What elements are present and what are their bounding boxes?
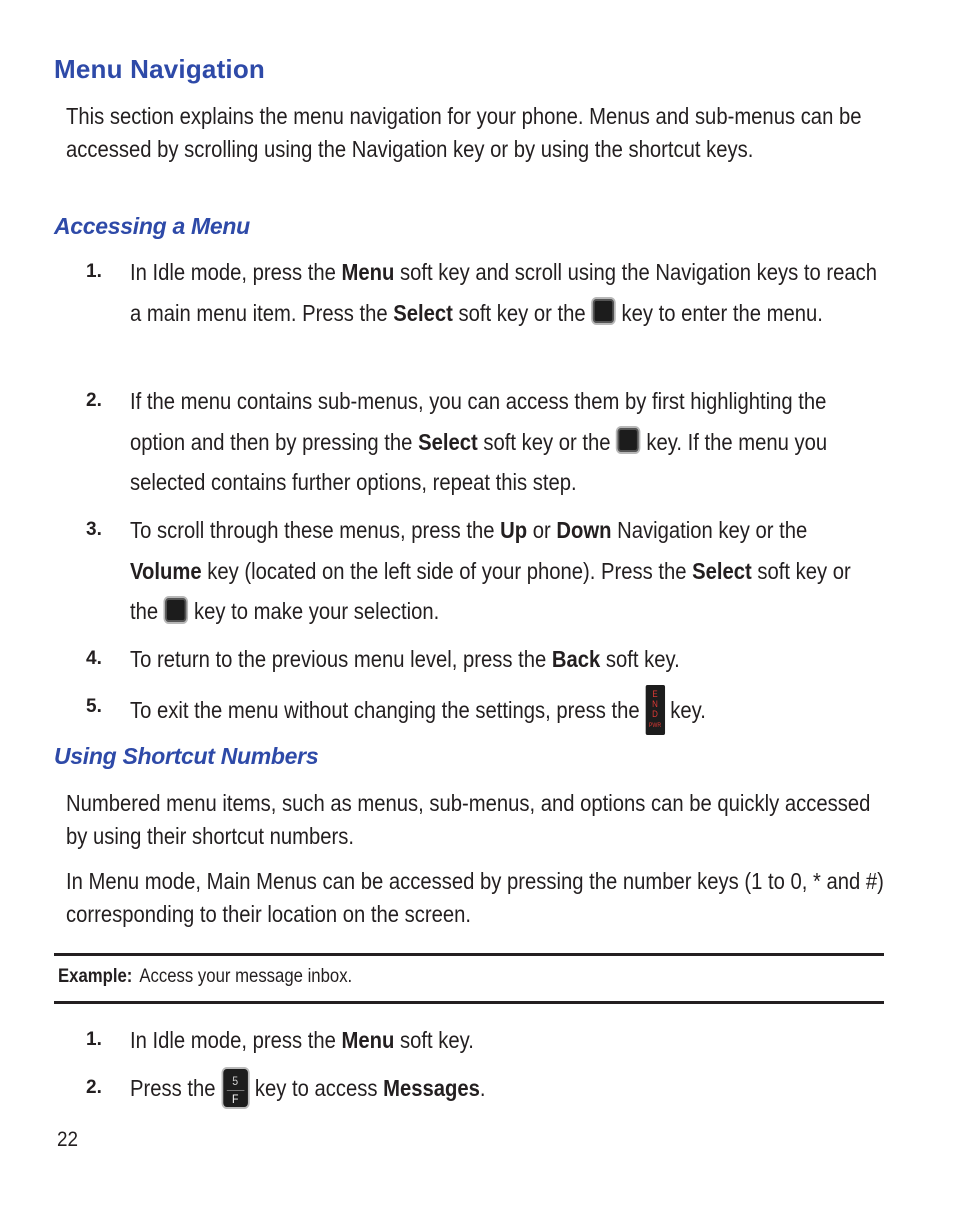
page-number: 22	[57, 1128, 79, 1151]
step-number: 1.	[86, 1029, 102, 1050]
example-bottom-rule	[54, 1001, 884, 1004]
step-text: To scroll through these menus, press the Up or Down Navigation key or the Volume key (located on the left side of your phone). Press the Select soft key or the key to make your selection.	[130, 517, 851, 624]
list-item	[0, 252, 954, 381]
example-label: Example:	[58, 966, 133, 987]
step-text: To exit the menu without changing the settings, press the END PWR key.	[130, 687, 878, 737]
step-number: 5.	[86, 696, 102, 717]
list-item	[0, 381, 954, 510]
list-item	[0, 1020, 954, 1068]
step-text: In Idle mode, press the Menu soft key.	[130, 1027, 474, 1053]
example-top-rule	[54, 953, 884, 956]
step-number: 4.	[86, 648, 102, 669]
example-steps-list	[0, 1020, 954, 1116]
accessing-steps-list	[0, 252, 954, 735]
list-item	[0, 687, 954, 735]
page-title: Menu Navigation	[54, 54, 266, 84]
list-item	[0, 639, 954, 687]
ok-key-icon	[164, 596, 189, 624]
step-number: 2.	[86, 1077, 102, 1098]
shortcut-paragraph-2: In Menu mode, Main Menus can be accessed by pressing the number keys (1 to 0, * and #) corresponding to their location on the screen.	[66, 868, 884, 927]
step-text: If the menu contains sub-menus, you can access them by first highlighting the option and then by pressing the Select soft key or the key. If the menu you selected contains further options, repeat this step.	[130, 388, 828, 495]
list-item	[0, 1068, 954, 1116]
step-number: 3.	[86, 519, 102, 540]
step-number: 1.	[86, 261, 102, 282]
intro-paragraph: This section explains the menu navigation for your phone. Menus and sub-menus can be accessed by scrolling using the Navigation key or by using the shortcut keys.	[66, 103, 862, 162]
example-note	[58, 966, 850, 988]
example-text: Access your message inbox.	[139, 966, 353, 987]
step-number: 2.	[86, 390, 102, 411]
section-heading-shortcut-numbers: Using Shortcut Numbers	[54, 743, 319, 769]
step-text: Press the $\frac{5}{F}$ key to access Messages.	[130, 1068, 878, 1111]
five-key-icon: $\frac{5}{F}$	[221, 1067, 249, 1109]
section-heading-accessing-menu: Accessing a Menu	[54, 213, 250, 239]
step-text: In Idle mode, press the Menu soft key and scroll using the Navigation keys to reach a main menu item. Press the Select soft key or the key to enter the menu.	[130, 259, 878, 326]
end-power-key-icon: END PWR	[645, 685, 664, 735]
ok-key-icon	[591, 297, 616, 325]
ok-key-icon	[616, 426, 641, 454]
step-text: To return to the previous menu level, press the Back soft key.	[130, 646, 680, 672]
shortcut-paragraph-1: Numbered menu items, such as menus, sub-menus, and options can be quickly accessed by using their shortcut numbers.	[66, 790, 871, 849]
list-item	[0, 510, 954, 639]
